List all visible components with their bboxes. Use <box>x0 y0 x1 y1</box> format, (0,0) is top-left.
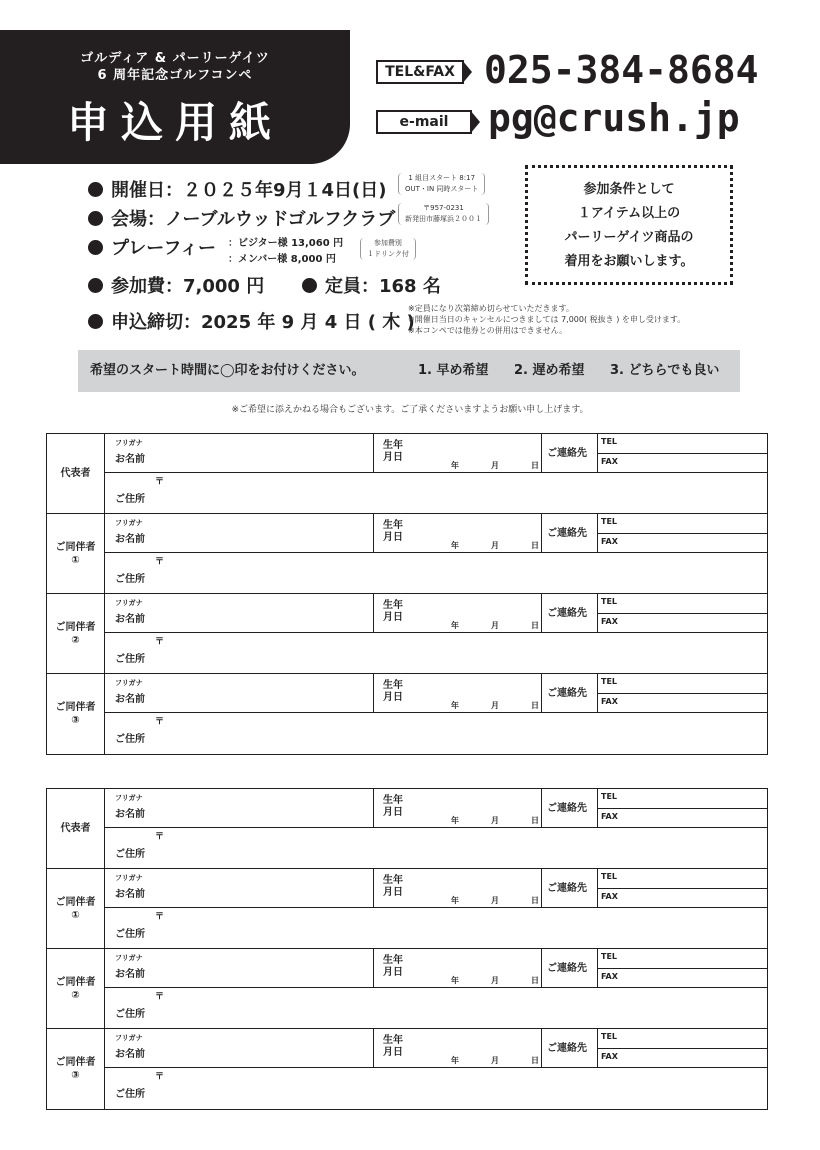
contact-label: ご連絡先 <box>547 803 587 814</box>
tel-fax-divider <box>597 1048 767 1049</box>
birth-label-line-1: 生年 <box>383 795 403 806</box>
participant-role <box>47 869 105 948</box>
tel-field[interactable]: TEL <box>601 872 618 881</box>
postal-code-field[interactable]: 〒 <box>155 832 165 842</box>
column-divider <box>373 869 374 907</box>
start-time-bar <box>78 350 740 392</box>
participant-role <box>47 949 105 1028</box>
birth-day-field[interactable]: 日 <box>531 701 539 710</box>
header-subtitle <box>0 30 350 84</box>
condition-line-1: 参加条件として <box>583 182 675 197</box>
column-divider <box>541 1029 542 1067</box>
column-divider <box>541 949 542 987</box>
participant-role <box>47 514 105 593</box>
name-field[interactable]: お名前 <box>115 1049 145 1060</box>
participant-block <box>47 594 767 674</box>
date-note-line-2: OUT・IN 同時スタート <box>405 185 479 193</box>
fee-note <box>360 238 416 260</box>
name-field[interactable]: お名前 <box>115 889 145 900</box>
column-divider <box>373 594 374 632</box>
birth-month-field[interactable]: 月 <box>491 896 499 905</box>
capacity-text: 定員：168 名 <box>325 276 441 297</box>
venue-note-line-2: 新発田市藤塚浜２００１ <box>405 215 482 223</box>
postal-code-field[interactable]: 〒 <box>155 557 165 567</box>
participant-role <box>47 594 105 673</box>
birth-month-field[interactable]: 月 <box>491 976 499 985</box>
role-label: ご同伴者 <box>55 1057 96 1068</box>
role-number: ③ <box>71 715 80 726</box>
postal-code-field[interactable]: 〒 <box>155 637 165 647</box>
role-number: ② <box>71 634 80 646</box>
header-banner <box>0 30 350 164</box>
column-divider <box>541 514 542 552</box>
role-label: ご同伴者 <box>55 541 96 553</box>
tel-fax-divider <box>597 693 767 694</box>
page-title: 申込用紙 <box>66 98 283 147</box>
tel-field[interactable]: TEL <box>601 952 618 961</box>
birth-month-field[interactable]: 月 <box>491 461 499 470</box>
date-note <box>398 173 485 195</box>
birthdate-label <box>383 440 403 464</box>
contact-label: ご連絡先 <box>547 688 587 699</box>
start-option-late[interactable]: 2. 遅め希望 <box>514 363 585 378</box>
event-venue-text: 会場：ノーブルウッドゴルフクラブ <box>111 209 396 230</box>
participant-role <box>47 1029 105 1109</box>
address-field[interactable]: ご住所 <box>115 734 145 745</box>
play-fee-details <box>228 236 343 268</box>
column-divider <box>541 594 542 632</box>
column-divider <box>541 434 542 472</box>
birthdate-label <box>383 600 403 624</box>
tel-field[interactable]: TEL <box>601 677 618 686</box>
tel-field[interactable]: TEL <box>601 792 618 801</box>
entry-form-2 <box>46 788 768 1110</box>
name-field[interactable]: お名前 <box>115 534 145 545</box>
birth-label-line-1: 生年 <box>383 440 403 451</box>
tel-field[interactable]: TEL <box>601 1032 618 1041</box>
postal-code-field[interactable]: 〒 <box>155 477 165 487</box>
subtitle-line-1: ゴルディア & パーリーゲイツ <box>80 51 270 66</box>
furigana-label: フリガナ <box>115 679 143 687</box>
contact-label: ご連絡先 <box>547 608 587 619</box>
furigana-label: フリガナ <box>115 1034 143 1042</box>
column-divider <box>541 869 542 907</box>
fax-field[interactable]: FAX <box>601 537 618 546</box>
contact-label: ご連絡先 <box>547 883 587 894</box>
column-divider <box>373 1029 374 1067</box>
capacity <box>302 272 441 298</box>
address-field[interactable]: ご住所 <box>115 654 145 665</box>
birth-label-line-1: 生年 <box>383 600 403 611</box>
fax-field[interactable]: FAX <box>601 1052 618 1061</box>
column-divider <box>373 434 374 472</box>
start-option-any[interactable]: 3. どちらでも良い <box>610 363 720 378</box>
birthdate-label <box>383 875 403 899</box>
name-field[interactable]: お名前 <box>115 969 145 980</box>
row-divider <box>105 827 767 828</box>
participant-role <box>47 674 105 754</box>
condition-line-2: １アイテム以上の <box>577 206 681 221</box>
fax-field[interactable]: FAX <box>601 617 618 626</box>
birth-year-field[interactable]: 年 <box>451 701 459 710</box>
birth-day-field[interactable]: 日 <box>531 621 539 630</box>
participant-role <box>47 434 105 513</box>
tel-fax-tag: TEL&FAX <box>376 60 464 84</box>
birth-day-field[interactable]: 日 <box>531 896 539 905</box>
birth-month-field[interactable]: 月 <box>491 621 499 630</box>
participant-block <box>47 949 767 1029</box>
birth-label-line-1: 生年 <box>383 520 403 531</box>
role-number: ② <box>71 989 80 1001</box>
event-date-text: 開催日：２０２５年9月１4日(日) <box>111 180 387 201</box>
member-fee: ：メンバー様 8,000 円 <box>228 254 336 265</box>
event-notes <box>408 303 685 336</box>
tel-fax-divider <box>597 888 767 889</box>
bullet-icon <box>88 240 103 255</box>
role-label: ご同伴者 <box>55 702 96 713</box>
contact-label: ご連絡先 <box>547 1043 587 1054</box>
row-divider <box>105 552 767 553</box>
role-label: ご同伴者 <box>55 896 96 908</box>
visitor-fee: ：ビジター様 13,060 円 <box>228 238 344 249</box>
subtitle-line-2: 6 周年記念ゴルフコンペ <box>97 68 253 83</box>
contact-label: ご連絡先 <box>547 528 587 539</box>
furigana-label: フリガナ <box>115 519 143 527</box>
email-tag: e-mail <box>376 110 472 134</box>
furigana-label: フリガナ <box>115 439 143 447</box>
event-note-2: ※開催日当日のキャンセルにつきましては 7,000( 税抜き ) を申し受けます。 <box>408 315 686 324</box>
postal-code-field[interactable]: 〒 <box>155 717 165 727</box>
row-divider <box>105 907 767 908</box>
event-note-1: ※定員になり次第締め切らせていただきます。 <box>408 304 574 313</box>
furigana-label: フリガナ <box>115 874 143 882</box>
birth-label-line-1: 生年 <box>383 875 403 886</box>
column-divider <box>373 949 374 987</box>
bullet-icon <box>88 182 103 197</box>
participant-block <box>47 1029 767 1109</box>
birth-year-field[interactable]: 年 <box>451 541 459 550</box>
venue-note-line-1: 〒957-0231 <box>423 204 464 212</box>
bullet-icon <box>302 278 317 293</box>
name-field[interactable]: お名前 <box>115 614 145 625</box>
column-divider <box>373 674 374 712</box>
postal-code-field[interactable]: 〒 <box>155 912 165 922</box>
participant-block <box>47 789 767 869</box>
row-divider <box>105 1067 767 1068</box>
row-divider <box>105 472 767 473</box>
address-field[interactable]: ご住所 <box>115 574 145 585</box>
contact-label: ご連絡先 <box>547 448 587 459</box>
name-field[interactable]: お名前 <box>115 809 145 820</box>
birth-label-line-2: 月日 <box>383 967 403 978</box>
contact-label: ご連絡先 <box>547 963 587 974</box>
birth-day-field[interactable]: 日 <box>531 461 539 470</box>
tel-field[interactable]: TEL <box>601 517 618 526</box>
start-time-prompt: 希望のスタート時間に◯印をお付けください。 <box>90 363 365 378</box>
fax-field[interactable]: FAX <box>601 812 618 821</box>
birth-label-line-2: 月日 <box>383 452 403 463</box>
role-label: ご同伴者 <box>55 976 96 988</box>
birth-year-field[interactable]: 年 <box>451 621 459 630</box>
birth-label-line-1: 生年 <box>383 680 403 691</box>
entry-form-1 <box>46 433 768 755</box>
fax-field[interactable]: FAX <box>601 457 618 466</box>
name-field[interactable]: お名前 <box>115 694 145 705</box>
condition-line-3: パーリーゲイツ商品の <box>564 230 694 245</box>
start-option-early[interactable]: 1. 早め希望 <box>418 363 489 378</box>
fax-field[interactable]: FAX <box>601 697 618 706</box>
role-number: ① <box>71 909 80 921</box>
participant-block <box>47 514 767 594</box>
birthdate-label <box>383 680 403 704</box>
deadline <box>88 308 415 334</box>
role-label: 代表者 <box>60 468 91 479</box>
birth-month-field[interactable]: 月 <box>491 1056 499 1065</box>
address-field[interactable]: ご住所 <box>115 929 145 940</box>
birth-day-field[interactable]: 日 <box>531 1056 539 1065</box>
address-field[interactable]: ご住所 <box>115 849 145 860</box>
condition-line-4: 着用をお願いします。 <box>564 254 694 269</box>
birth-label-line-2: 月日 <box>383 887 403 898</box>
venue-note <box>398 203 489 225</box>
birth-day-field[interactable]: 日 <box>531 816 539 825</box>
furigana-label: フリガナ <box>115 794 143 802</box>
birth-year-field[interactable]: 年 <box>451 976 459 985</box>
birth-day-field[interactable]: 日 <box>531 976 539 985</box>
entry-fee <box>88 272 264 298</box>
name-field[interactable]: お名前 <box>115 454 145 465</box>
role-number: ③ <box>71 1070 80 1081</box>
birth-month-field[interactable]: 月 <box>491 701 499 710</box>
event-date <box>88 176 387 202</box>
tel-field[interactable]: TEL <box>601 597 618 606</box>
birth-day-field[interactable]: 日 <box>531 541 539 550</box>
tel-fax-divider <box>597 808 767 809</box>
column-divider <box>373 789 374 827</box>
role-number: ① <box>71 554 80 566</box>
birth-year-field[interactable]: 年 <box>451 461 459 470</box>
event-note-3: ※本コンペでは他券との併用はできません。 <box>408 326 568 335</box>
address-field[interactable]: ご住所 <box>115 1089 145 1100</box>
birth-year-field[interactable]: 年 <box>451 896 459 905</box>
furigana-label: フリガナ <box>115 954 143 962</box>
date-note-line-1: 1 組目スタート 8:17 <box>408 174 476 182</box>
email-address: pg@crush.jp <box>488 96 740 140</box>
bullet-icon <box>88 211 103 226</box>
participant-block <box>47 674 767 754</box>
birth-label-line-1: 生年 <box>383 1035 403 1046</box>
row-divider <box>105 987 767 988</box>
birth-label-line-2: 月日 <box>383 692 403 703</box>
tel-fax-number: 025-384-8684 <box>484 48 759 92</box>
birth-month-field[interactable]: 月 <box>491 541 499 550</box>
start-time-note: ※ご希望に添えかねる場合もございます。ご了承くださいますようお願い申し上げます。 <box>231 405 589 415</box>
entry-fee-text: 参加費：7,000 円 <box>111 276 265 297</box>
birth-label-line-2: 月日 <box>383 532 403 543</box>
tel-fax-divider <box>597 453 767 454</box>
play-fee <box>88 234 216 260</box>
birthdate-label <box>383 520 403 544</box>
role-label: ご同伴者 <box>55 621 96 633</box>
fax-field[interactable]: FAX <box>601 972 618 981</box>
column-divider <box>541 674 542 712</box>
birthdate-label <box>383 1035 403 1059</box>
birthdate-label <box>383 955 403 979</box>
row-divider <box>105 632 767 633</box>
row-divider <box>105 712 767 713</box>
role-label: 代表者 <box>60 823 91 834</box>
furigana-label: フリガナ <box>115 599 143 607</box>
birth-label-line-1: 生年 <box>383 955 403 966</box>
tel-field[interactable]: TEL <box>601 437 618 446</box>
birth-year-field[interactable]: 年 <box>451 816 459 825</box>
fee-note-line-2: １ドリンク付 <box>367 250 409 258</box>
birthdate-label <box>383 795 403 819</box>
deadline-text: 申込締切：2025 年 9 月 4 日 ( 木 ) <box>111 312 415 333</box>
birth-year-field[interactable]: 年 <box>451 1056 459 1065</box>
bullet-icon <box>88 278 103 293</box>
birth-label-line-2: 月日 <box>383 612 403 623</box>
participant-block <box>47 869 767 949</box>
fax-field[interactable]: FAX <box>601 892 618 901</box>
participation-condition-box <box>525 165 733 285</box>
participant-role <box>47 789 105 868</box>
postal-code-field[interactable]: 〒 <box>155 1072 165 1082</box>
tel-fax-divider <box>597 533 767 534</box>
postal-code-field[interactable]: 〒 <box>155 992 165 1002</box>
column-divider <box>373 514 374 552</box>
play-fee-label: プレーフィー <box>111 238 216 259</box>
address-field[interactable]: ご住所 <box>115 1009 145 1020</box>
column-divider <box>541 789 542 827</box>
fee-note-line-1: 参加費別 <box>373 239 402 247</box>
address-field[interactable]: ご住所 <box>115 494 145 505</box>
tel-fax-divider <box>597 968 767 969</box>
bullet-icon <box>88 314 103 329</box>
participant-block <box>47 434 767 514</box>
birth-label-line-2: 月日 <box>383 1047 403 1058</box>
event-venue <box>88 205 395 231</box>
tel-fax-divider <box>597 613 767 614</box>
birth-label-line-2: 月日 <box>383 807 403 818</box>
birth-month-field[interactable]: 月 <box>491 816 499 825</box>
